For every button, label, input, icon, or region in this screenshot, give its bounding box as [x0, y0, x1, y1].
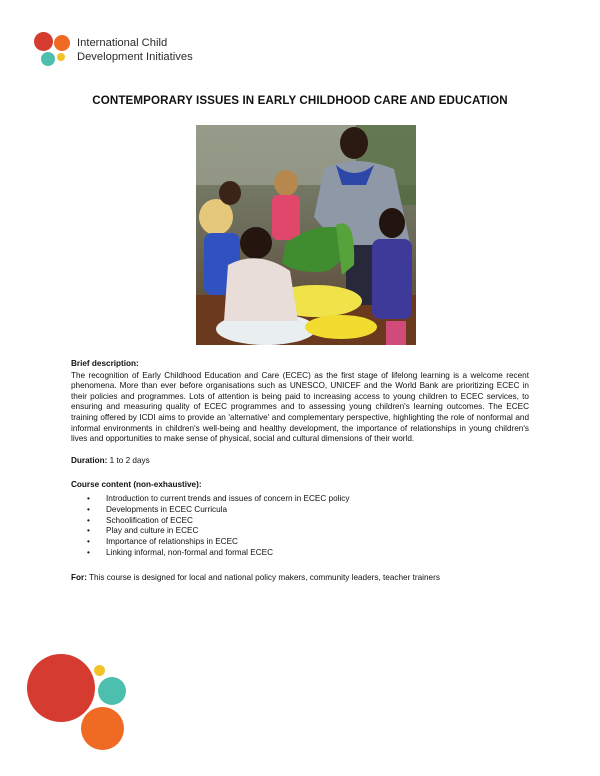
list-item: • Schoolification of ECEC	[106, 516, 529, 527]
audience-label: For:	[71, 572, 87, 582]
logo-text	[77, 36, 193, 64]
list-item: • Linking informal, non-formal and formal ECEC	[106, 548, 529, 559]
duration-line	[71, 456, 529, 467]
audience-line	[71, 573, 529, 584]
duration-label: Duration:	[71, 455, 108, 465]
course-list	[71, 494, 529, 559]
course-heading: Course content (non-exhaustive):	[71, 480, 202, 490]
logo-teal-dot	[41, 52, 55, 66]
brief-text: The recognition of Early Childhood Education and Care (ECEC) as the first stage of lifelong learning is a welcome recent phenomena. More than ever before organisations such as UNESCO, UNICEF and the World Bank are prioritizing ECEC in their policies and programmes. Lots of attention is being paid to increasing access to young children to ECEC services, to ensuring and measuring quality of ECEC programmes and to assessing young children's learning outcomes. The ECEC training offered by ICDI aims to provide an 'alternative' and complementary perspective, highlighting the role of nonformal and informal environments in children's well-being and healthy development, the importance of relationships in young children's lives and opportunities to make sense of physical, social and cultural dimensions of their world.	[71, 370, 529, 444]
audience-text: This course is designed for local and national policy makers, community leaders, teacher trainers	[86, 572, 440, 582]
deco-red-circle	[27, 654, 95, 722]
deco-yellow-circle	[94, 665, 105, 676]
logo-line-2: Development Initiatives	[77, 51, 193, 63]
list-item: • Play and culture in ECEC	[106, 526, 529, 537]
logo-line-1: International Child	[77, 37, 168, 49]
list-item: • Introduction to current trends and issues of concern in ECEC policy	[106, 494, 529, 505]
page-title: CONTEMPORARY ISSUES IN EARLY CHILDHOOD CARE AND EDUCATION	[92, 94, 508, 107]
logo-orange-dot	[54, 35, 70, 51]
duration-value: 1 to 2 days	[107, 455, 150, 465]
list-item: • Importance of relationships in ECEC	[106, 537, 529, 548]
children-washing-vegetables-photo	[196, 125, 416, 345]
deco-orange-circle	[81, 707, 124, 750]
icdi-logo	[34, 30, 214, 70]
brief-heading: Brief description:	[71, 359, 139, 368]
list-item: • Developments in ECEC Curricula	[106, 505, 529, 516]
course-description	[71, 359, 529, 583]
decorative-circles	[24, 652, 134, 762]
logo-yellow-dot	[57, 53, 65, 61]
logo-red-dot	[34, 32, 53, 51]
deco-teal-circle	[98, 677, 126, 705]
